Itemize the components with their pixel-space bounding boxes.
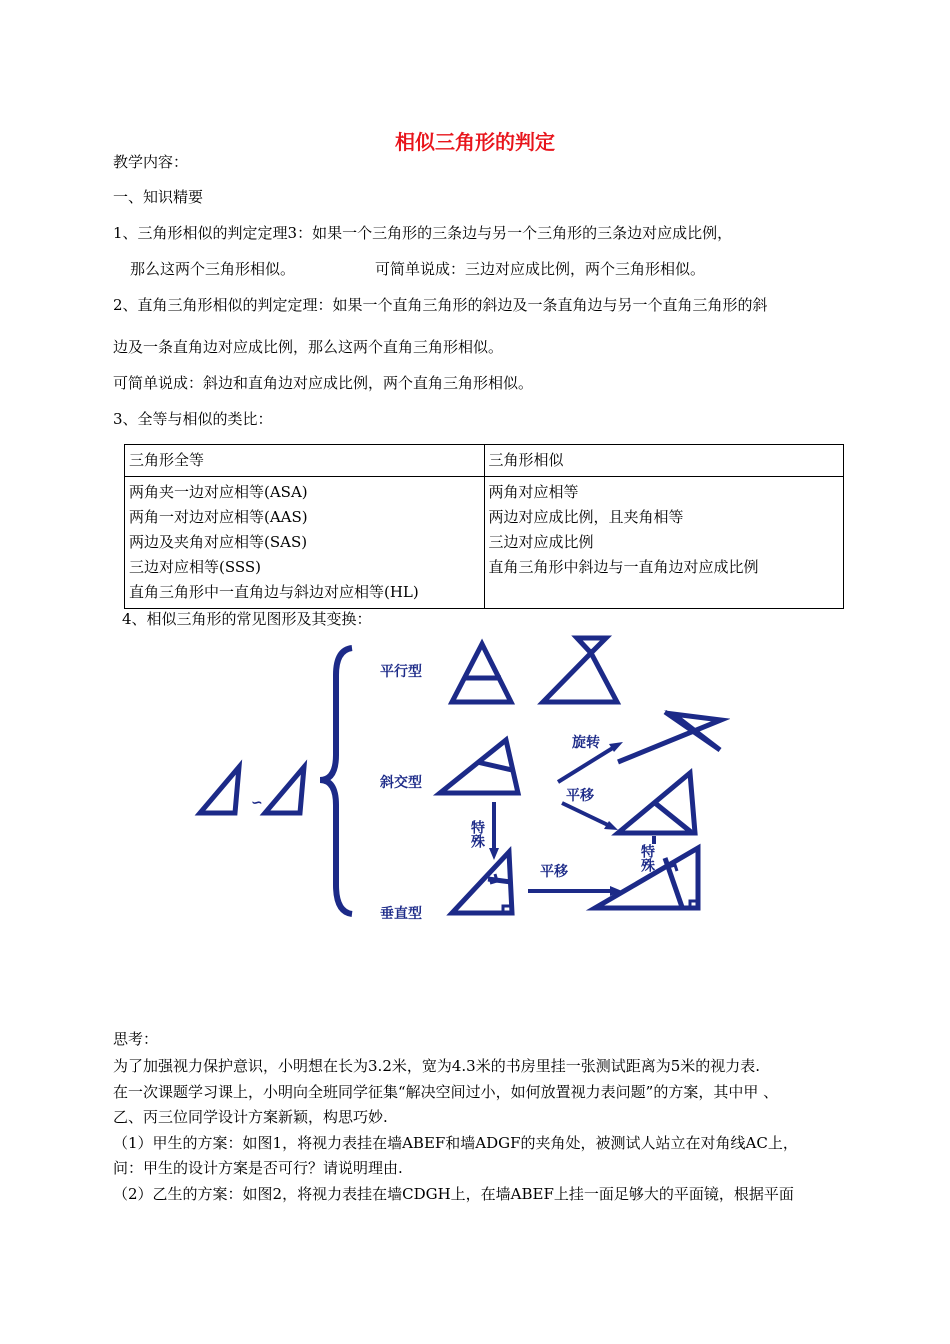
label-parallel-type: 平行型	[380, 664, 422, 680]
cell-line: 三边对应相等(SSS)	[129, 558, 262, 576]
text-line: 教学内容：	[113, 153, 189, 171]
table-cell-similar	[484, 477, 844, 609]
text-line: 4、相似三角形的常见图形及其变换：	[122, 610, 372, 628]
triangle-shape	[543, 653, 617, 702]
text-line: （1）甲生的方案：如图1，将视力表挂在墙ABEF和墙ADGF的夹角处，被测试人站立在对角线AC上，	[113, 1134, 798, 1152]
text-line: 问：甲生的设计方案是否可行？请说明理由.	[113, 1159, 403, 1177]
brace-shape	[320, 648, 352, 914]
label-translate: 平移	[566, 788, 594, 804]
triangle-shape	[200, 767, 239, 813]
similar-symbol: ∽	[251, 795, 263, 811]
label-special: 特殊	[469, 820, 485, 848]
label-translate: 平移	[540, 864, 568, 880]
text-line: 3、全等与相似的类比：	[113, 410, 273, 428]
text-line: 乙、丙三位同学设计方案新颖，构思巧妙.	[113, 1108, 388, 1126]
cell-line: 直角三角形中一直角边与斜边对应相等(HL)	[129, 583, 419, 601]
cell-line: 两角夹一边对应相等(ASA)	[129, 483, 308, 501]
table-header-row	[125, 445, 844, 477]
table-row	[125, 477, 844, 609]
triangle-shape	[265, 767, 304, 813]
text-line: 为了加强视力保护意识，小明想在长为3.2米，宽为4.3米的书房里挂一张测试距离为5米的视力表.	[113, 1057, 761, 1075]
table-cell-congruent	[125, 477, 485, 609]
cut-line	[655, 803, 691, 832]
text-line: 可简单说成：斜边和直角边对应成比例，两个直角三角形相似。	[113, 374, 534, 392]
arrowhead	[489, 848, 499, 860]
text-line: 2、直角三角形相似的判定定理：如果一个直角三角形的斜边及一条直角边与另一个直角三角形的斜	[113, 296, 768, 314]
cell-line: 直角三角形中斜边与一直角边对应成比例	[488, 558, 759, 576]
text-line: 边及一条直角边对应成比例，那么这两个直角三角形相似。	[113, 338, 504, 356]
cell-line: 两角一对边对应相等(AAS)	[129, 508, 308, 526]
cell-line: 两角对应相等	[488, 483, 579, 501]
triangle-shape	[452, 644, 511, 702]
label-rotate: 旋转	[572, 735, 600, 751]
arrow-rotate	[558, 746, 616, 782]
table-header-cell: 三角形全等	[125, 445, 485, 477]
section-heading: 一、知识精要	[113, 188, 204, 206]
cell-line: 两边对应成比例，且夹角相等	[488, 508, 684, 526]
cut-line	[477, 762, 512, 770]
text-line: 在一次课题学习课上，小明向全班同学征集“解决空间过小，如何放置视力表问题”的方案，其中甲 、	[113, 1083, 779, 1101]
comparison-table	[124, 444, 844, 609]
text-line: （2）乙生的方案：如图2，将视力表挂在墙CDGH上，在墙ABEF上挂一面足够大的平面镜，根据平面	[113, 1185, 794, 1203]
section-heading: 思考：	[113, 1030, 159, 1048]
rotated-shape	[618, 712, 721, 762]
text-line: 可简单说成：三边对应成比例，两个三角形相似。	[375, 260, 706, 278]
label-oblique-type: 斜交型	[380, 775, 422, 791]
text-line: 那么这两个三角形相似。	[130, 260, 296, 278]
label-special: 特殊	[639, 844, 655, 872]
label-perpendicular-type: 垂直型	[380, 906, 422, 922]
page-title: 相似三角形的判定	[395, 130, 555, 154]
similar-triangles-diagram	[190, 630, 730, 930]
table-header-cell: 三角形相似	[484, 445, 844, 477]
cell-line: 两边及夹角对应相等(SAS)	[129, 533, 308, 551]
text-line: 1、三角形相似的判定定理3：如果一个三角形的三条边与另一个三角形的三条边对应成比例，	[113, 224, 733, 242]
cell-line: 三边对应成比例	[488, 533, 594, 551]
arrow-translate	[562, 803, 610, 826]
